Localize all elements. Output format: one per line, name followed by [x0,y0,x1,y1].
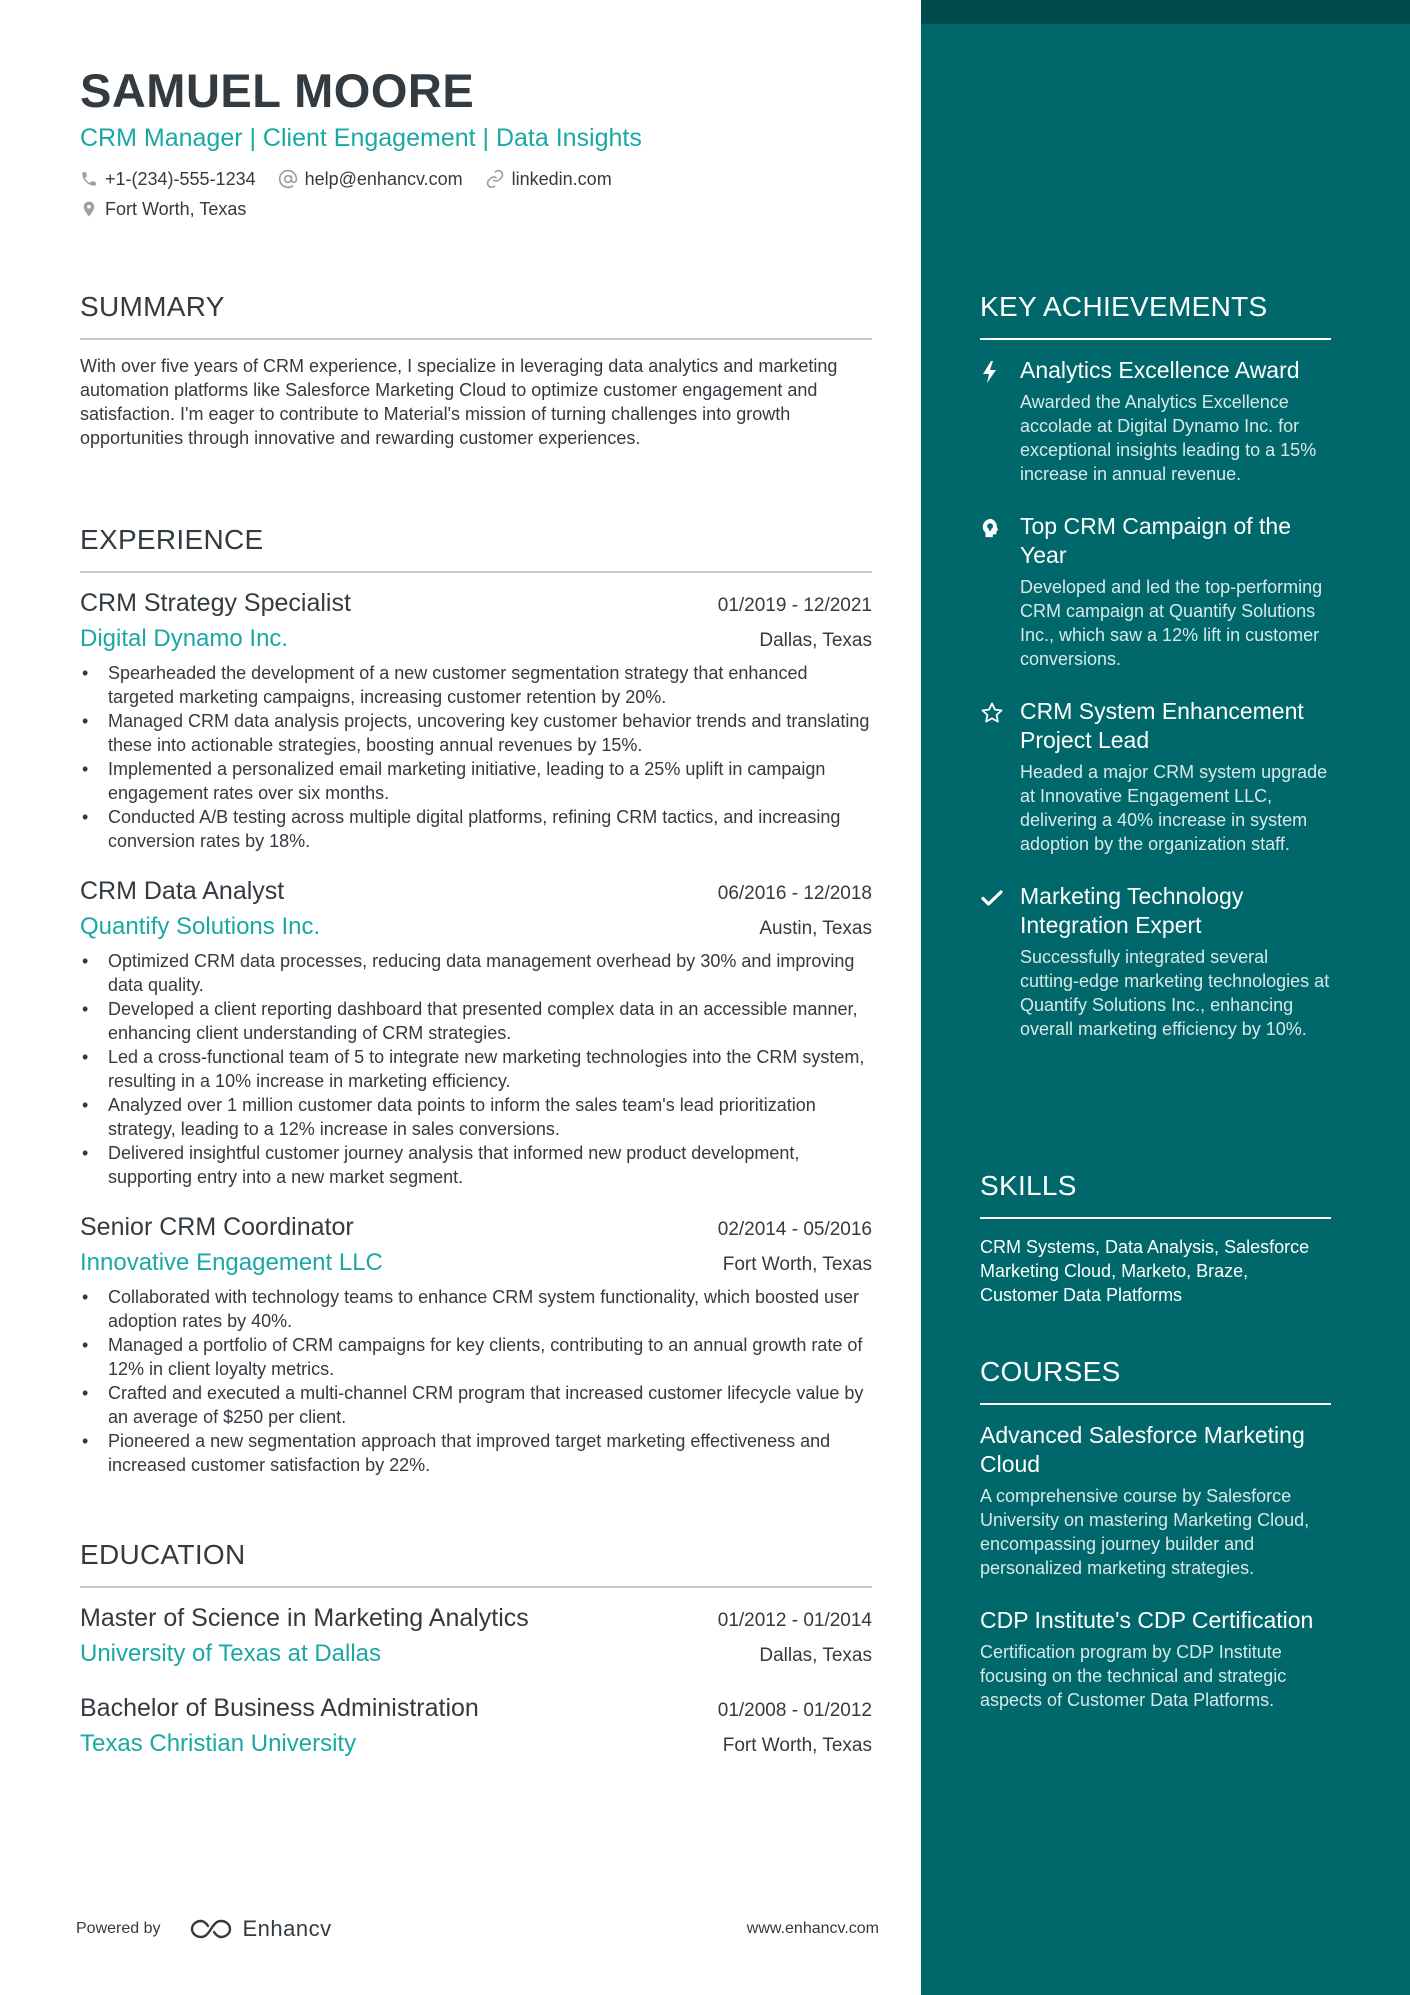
job-bullet: • Analyzed over 1 million customer data points to inform the sales team's lead prioritization strategy, leading to a 12% increase in sales conversions. [80,1093,872,1141]
achievement-icon-wrap [980,512,1020,671]
job-bullet: • Optimized CRM data processes, reducing data management overhead by 30% and improving data quality. [80,949,872,997]
job-dates: 01/2019 - 12/2021 [717,595,872,616]
achievement-item [980,512,1331,671]
job-location: Fort Worth, Texas [722,1254,872,1275]
degree: Master of Science in Marketing Analytics [80,1604,529,1632]
location-text: Fort Worth, Texas [105,199,247,219]
summary-text: With over five years of CRM experience, I specialize in leveraging data analytics and marketing automation platforms like Salesforce Marketing Cloud to optimize customer engagement and satisfaction. I'm eager to contribute to Material's mission of turning challenges into growth opportunities through innovative and rewarding customer experiences. [80,356,838,448]
email-text[interactable]: help@enhancv.com [304,169,463,189]
job-header [80,875,872,907]
job-bullets [80,1285,872,1477]
job-company: Innovative Engagement LLC [80,1249,383,1276]
skills-text: CRM Systems, Data Analysis, Salesforce Marketing Cloud, Marketo, Braze, Customer Data Platforms [980,1237,1310,1305]
courses-section [980,1355,1331,1712]
summary-heading: SUMMARY [80,290,872,340]
education-subheader [80,1724,872,1760]
job-dates: 06/2016 - 12/2018 [717,883,872,904]
course-title: Advanced Salesforce Marketing Cloud [980,1422,1305,1477]
sidebar-top-bar [921,0,1410,24]
education-location: Dallas, Texas [759,1645,872,1666]
at-icon [278,169,298,189]
job-role: CRM Data Analyst [80,877,285,905]
contact-linkedin[interactable] [485,168,612,190]
job-bullet: • Developed a client reporting dashboard that presented complex data in an accessible manner, enhancing client understanding of CRM strategies. [80,997,872,1045]
checkmark-icon [980,886,1004,910]
skills-heading: SKILLS [980,1169,1331,1219]
job-dates: 02/2014 - 05/2016 [717,1219,872,1240]
education-entry [80,1602,872,1670]
contact-email[interactable] [278,168,463,190]
education-subheader [80,1634,872,1670]
job-bullet: • Managed a portfolio of CRM campaigns for key clients, contributing to an annual growth rate of 12% in client loyalty metrics. [80,1333,872,1381]
course-desc: Certification program by CDP Institute focusing on the technical and strategic aspects of Customer Data Platforms. [980,1642,1287,1710]
powered-by[interactable] [76,1916,332,1942]
job-bullet: • Crafted and executed a multi-channel CRM program that increased customer lifecycle value by an average of $250 per client. [80,1381,872,1429]
contact-row-1 [80,168,872,190]
contact-location [80,198,246,220]
job-company: Digital Dynamo Inc. [80,625,289,652]
achievement-item [980,697,1331,856]
job-location: Austin, Texas [759,918,872,939]
course-title: CDP Institute's CDP Certification [980,1607,1314,1633]
achievement-body [1020,697,1331,856]
achievement-desc: Successfully integrated several cutting-edge marketing technologies at Quantify Solutions Inc., enhancing overall marketing efficiency by 10%. [1020,947,1330,1039]
job-bullet: • Pioneered a new segmentation approach that improved target marketing effectiveness and increased customer satisfaction by 22%. [80,1429,872,1477]
resume-header [80,62,872,220]
job-subheader [80,619,872,655]
job-bullet: • Collaborated with technology teams to enhance CRM system functionality, which boosted user adoption rates by 40%. [80,1285,872,1333]
experience-section [80,523,872,1477]
star-outline-icon [980,701,1004,725]
job-entry [80,587,872,853]
summary-section [80,290,872,450]
link-icon [485,169,505,189]
education-heading: EDUCATION [80,1538,872,1588]
job-bullets [80,949,872,1189]
job-company: Quantify Solutions Inc. [80,913,321,940]
candidate-title: CRM Manager | Client Engagement | Data Insights [80,124,642,152]
achievement-body [1020,512,1331,671]
education-dates: 01/2012 - 01/2014 [717,1610,872,1631]
phone-text: +1-(234)-555-1234 [105,169,256,189]
achievement-title: Analytics Excellence Award [1020,357,1300,383]
enhancv-logo-icon [187,1916,235,1942]
job-role: Senior CRM Coordinator [80,1213,354,1241]
course-desc: A comprehensive course by Salesforce University on mastering Marketing Cloud, encompassing journey builder and personalized marketing strategies. [980,1486,1310,1578]
sidebar [921,0,1410,1995]
skills-section [980,1169,1331,1307]
job-bullet: • Delivered insightful customer journey analysis that informed new product development, supporting entry into a new market segment. [80,1141,872,1189]
course-item [980,1606,1331,1712]
degree: Bachelor of Business Administration [80,1694,479,1722]
job-bullet: • Managed CRM data analysis projects, uncovering key customer behavior trends and translating these into actionable strategies, boosting annual revenues by 15%. [80,709,872,757]
bolt-icon [980,360,1000,384]
school: Texas Christian University [80,1730,357,1757]
job-header [80,587,872,619]
job-subheader [80,907,872,943]
education-header [80,1692,872,1724]
job-header [80,1211,872,1243]
achievement-title: Marketing Technology Integration Expert [1020,883,1244,938]
course-item [980,1421,1331,1580]
achievement-icon-wrap [980,356,1020,486]
education-section [80,1538,872,1760]
achievement-icon-wrap [980,882,1020,1041]
education-header [80,1602,872,1634]
achievement-desc: Awarded the Analytics Excellence accolade at Digital Dynamo Inc. for exceptional insights leading to a 15% increase in annual revenue. [1020,392,1317,484]
contact-row-2 [80,198,872,220]
phone-icon [80,170,98,188]
job-subheader [80,1243,872,1279]
achievements-heading: KEY ACHIEVEMENTS [980,290,1331,340]
education-dates: 01/2008 - 01/2012 [717,1700,872,1721]
education-entry [80,1692,872,1760]
job-bullet: • Conducted A/B testing across multiple digital platforms, refining CRM tactics, and increasing conversion rates by 18%. [80,805,872,853]
contact-phone [80,168,256,190]
achievement-title: Top CRM Campaign of the Year [1020,513,1292,568]
candidate-name: SAMUEL MOORE [80,64,475,117]
courses-heading: COURSES [980,1355,1331,1405]
achievements-section [980,290,1331,1041]
job-location: Dallas, Texas [759,630,872,651]
website-link[interactable]: www.enhancv.com [746,1920,879,1937]
achievement-item [980,356,1331,486]
powered-by-label: Powered by [76,1920,161,1937]
linkedin-text[interactable]: linkedin.com [511,169,612,189]
achievement-desc: Headed a major CRM system upgrade at Innovative Engagement LLC, delivering a 40% increase in system adoption by the organization staff. [1020,762,1328,854]
head-lightbulb-icon [980,516,1002,540]
job-role: CRM Strategy Specialist [80,589,351,617]
education-location: Fort Worth, Texas [722,1735,872,1756]
achievement-body [1020,882,1331,1041]
job-bullet: • Spearheaded the development of a new customer segmentation strategy that enhanced targeted marketing campaigns, increasing customer retention by 20%. [80,661,872,709]
job-bullets [80,661,872,853]
achievement-title: CRM System Enhancement Project Lead [1020,698,1304,753]
achievement-desc: Developed and led the top-performing CRM campaign at Quantify Solutions Inc., which saw a 12% lift in customer conversions. [1020,577,1323,669]
school: University of Texas at Dallas [80,1640,382,1667]
job-bullet: • Implemented a personalized email marketing initiative, leading to a 25% uplift in campaign engagement rates over six months. [80,757,872,805]
job-entry [80,875,872,1189]
job-entry [80,1211,872,1477]
achievement-item [980,882,1331,1041]
footer [76,1914,879,1944]
job-bullet: • Led a cross-functional team of 5 to integrate new marketing technologies into the CRM system, resulting in a 10% increase in marketing efficiency. [80,1045,872,1093]
experience-heading: EXPERIENCE [80,523,872,573]
enhancv-brand: Enhancv [242,1916,332,1941]
achievement-body [1020,356,1331,486]
achievement-icon-wrap [980,697,1020,856]
location-pin-icon [80,199,98,219]
